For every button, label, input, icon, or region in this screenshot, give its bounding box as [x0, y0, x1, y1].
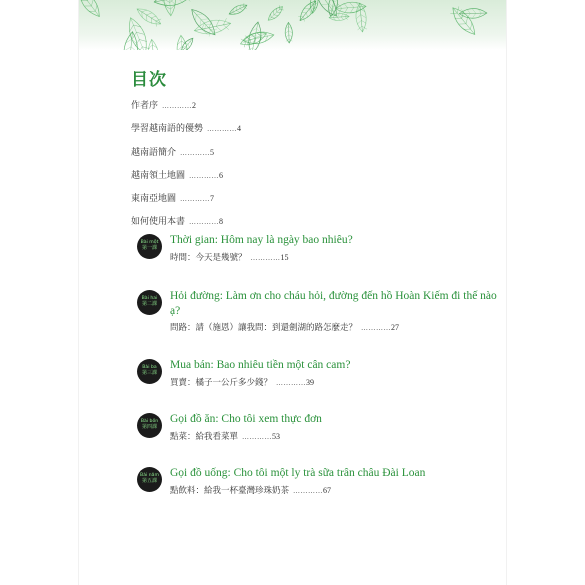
entry-label: 學習越南語的優勢	[131, 124, 204, 135]
lesson-badge	[137, 290, 162, 315]
entry-page: 2	[192, 101, 197, 110]
entry-label: 越南語簡介	[131, 147, 177, 158]
entry-page: 4	[237, 124, 242, 134]
lesson-page: 27	[391, 323, 400, 332]
lesson-badge	[137, 413, 162, 438]
lesson-title-zh: 買賣：橘子一公斤多少錢？	[170, 378, 273, 388]
lesson-page: 15	[280, 253, 289, 262]
front-matter-list	[131, 98, 471, 238]
badge-vn: Bài một	[140, 240, 159, 246]
entry-label: 越南領土地圖	[131, 170, 186, 181]
lesson-title-vn: Mua bán: Bao nhiêu tiền một cân cam?	[170, 359, 351, 371]
lesson-page: 53	[272, 432, 281, 441]
entry-page: 7	[210, 194, 215, 204]
lesson-badge	[137, 234, 162, 259]
lesson-page: 67	[323, 486, 332, 495]
lesson-title-vn: Gọi đồ ăn: Cho tôi xem thực đơn	[170, 413, 322, 425]
badge-vn: Bài bốn	[140, 419, 159, 425]
toc-entry[interactable]: 學習越南語的優勢 ………… 4	[131, 121, 471, 144]
badge-vn: Bài năm	[140, 473, 159, 479]
lesson-title-zh-row: 點菜：給我看菜單 ………… 53	[170, 432, 281, 442]
entry-label: 作者序	[131, 101, 159, 111]
entry-page: 6	[219, 170, 224, 180]
toc-entry[interactable]: 作者序 ………… 2	[131, 98, 471, 121]
lesson-title-vn: Gọi đồ uống: Cho tôi một ly trà sữa trân châu Đài Loan	[170, 467, 426, 479]
lesson-badge	[137, 467, 162, 492]
lesson-title-zh-row: 時間：今天是幾號？ ………… 15	[170, 253, 289, 263]
entry-page: 5	[210, 147, 215, 157]
entry-label: 如何使用本書	[131, 217, 186, 228]
lesson-page: 39	[306, 378, 315, 387]
lesson-title-zh: 點菜：給我看菜單	[170, 432, 239, 442]
leaf-pattern-banner	[79, 0, 506, 50]
lesson-title-vn: Thời gian: Hôm nay là ngày bao nhiêu?	[170, 234, 353, 246]
lesson-title-zh: 點飲料：給我一杯臺灣珍珠奶茶	[170, 486, 290, 496]
toc-entry[interactable]: 如何使用本書 ………… 8	[131, 214, 471, 237]
entry-page: 8	[219, 217, 224, 227]
lesson-badge	[137, 359, 162, 384]
badge-zh: 第五課	[141, 478, 157, 485]
book-page	[79, 0, 506, 585]
badge-zh: 第三課	[141, 370, 157, 377]
badge-zh: 第二課	[141, 301, 157, 308]
lesson-title-zh-row: 買賣：橘子一公斤多少錢？ ………… 39	[170, 378, 315, 388]
lesson-title-zh: 時間：今天是幾號？	[170, 253, 247, 263]
badge-zh: 第四課	[141, 424, 157, 431]
toc-entry[interactable]: 東南亞地圖 ………… 7	[131, 191, 471, 214]
lesson-title-vn: Hỏi đường: Làm ơn cho cháu hỏi, đường đến hồ Hoàn Kiếm đi thế nào ạ?	[170, 290, 497, 317]
lesson-title-zh: 問路：請（施恩）讓我問：到還劍湖的路怎麼走？	[170, 323, 358, 333]
toc-entry[interactable]: 越南領土地圖 ………… 6	[131, 168, 471, 191]
entry-label: 東南亞地圖	[131, 194, 177, 205]
leaf-pattern-icon	[79, 0, 506, 50]
toc-entry[interactable]: 越南語簡介 ………… 5	[131, 145, 471, 168]
badge-zh: 第一課	[141, 245, 157, 252]
badge-vn: Bài hai	[141, 296, 158, 302]
toc-title: 目次	[131, 70, 167, 89]
badge-vn: Bài ba	[142, 365, 157, 371]
lesson-title-zh-row: 問路：請（施恩）讓我問：到還劍湖的路怎麼走？ ………… 27	[170, 323, 400, 333]
lesson-title-zh-row: 點飲料：給我一杯臺灣珍珠奶茶 ………… 67	[170, 486, 332, 496]
